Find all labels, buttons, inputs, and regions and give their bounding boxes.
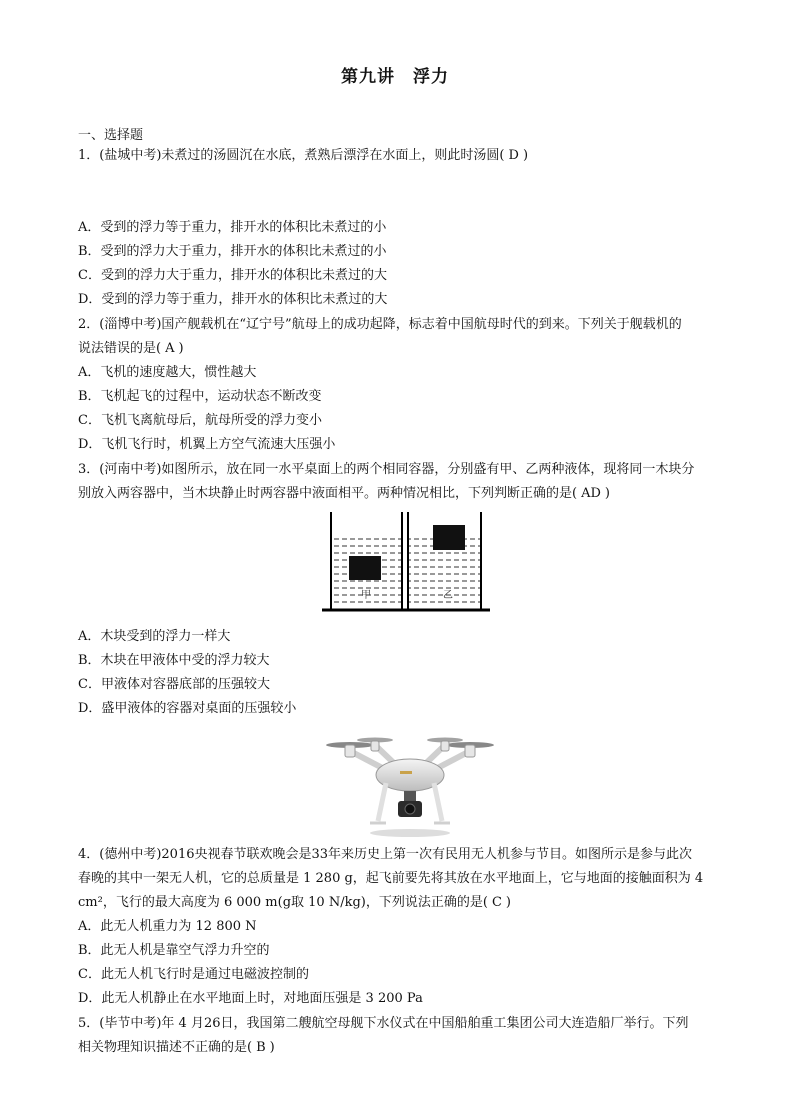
question-5-stem-line-1: 5．(毕节中考)年 4 月26日，我国第二艘航空母舰下水仪式在中国船舶重工集团公司大连造船厂举行。下列 [78, 1016, 689, 1031]
question-1-text: 1．(盐城中考)未煮过的汤圆沉在水底，煮熟后漂浮在水面上，则此时汤圆( [78, 148, 505, 163]
page-title: 第九讲 浮力 [341, 67, 449, 87]
question-4-stem-line-1: 4．(德州中考)2016央视春节联欢晚会是33年来历史上第一次有民用无人机参与节目。如图所示是参与此次 [78, 847, 693, 862]
question-3-option-a: A．木块受到的浮力一样大 [78, 629, 231, 644]
drone-figure [320, 735, 500, 839]
question-2-option-a: A．飞机的速度越大，惯性越大 [78, 365, 257, 380]
question-2-text: 说法错误的是( [78, 341, 162, 356]
question-1-option-a: A．受到的浮力等于重力，排开水的体积比未煮过的小 [78, 220, 387, 235]
question-5-stem-line-2 [78, 1039, 275, 1057]
question-5-close: ) [269, 1040, 275, 1055]
question-1-stem [78, 147, 528, 165]
question-5-text: 相关物理知识描述不正确的是( [78, 1040, 253, 1055]
question-4-option-a: A．此无人机重力为 12 800 N [78, 919, 257, 934]
question-3-option-d: D．盛甲液体的容器对桌面的压强较小 [78, 701, 297, 716]
question-2-option-c: C．飞机飞离航母后，航母所受的浮力变小 [78, 413, 322, 428]
question-3-option-c: C．甲液体对容器底部的压强较大 [78, 677, 270, 692]
question-2-answer: A [165, 341, 175, 356]
question-4-answer: C [491, 895, 502, 910]
label-yi: 乙 [443, 590, 453, 601]
label-jia: 甲 [361, 590, 371, 601]
question-1-option-d: D．受到的浮力等于重力，排开水的体积比未煮过的大 [78, 292, 388, 307]
question-4-option-c: C．此无人机飞行时是通过电磁波控制的 [78, 967, 309, 982]
question-1-close: ) [522, 148, 529, 163]
question-3-text: 别放入两容器中，当木块静止时两容器中液面相平。两种情况相比，下列判断正确的是( [78, 486, 578, 501]
question-3-option-b: B．木块在甲液体中受的浮力较大 [78, 653, 270, 668]
question-2-stem-line-1: 2．(淄博中考)国产舰载机在“辽宁号”航母上的成功起降，标志着中国航母时代的到来。下列关于舰载机的 [78, 317, 682, 332]
question-3-stem-line-1: 3．(河南中考)如图所示，放在同一水平桌面上的两个相同容器，分别盛有甲、乙两种液体，现将同一木块分 [78, 462, 695, 477]
question-1-option-b: B．受到的浮力大于重力，排开水的体积比未煮过的小 [78, 244, 387, 259]
question-1-answer: D [508, 148, 519, 163]
question-3-stem-line-2 [78, 485, 610, 503]
question-5-answer: B [256, 1040, 266, 1055]
question-4-text: cm²，飞行的最大高度为 6 000 m(g取 10 N/kg)，下列说法正确的是( [78, 895, 488, 910]
question-4-option-b: B．此无人机是靠空气浮力升空的 [78, 943, 270, 958]
section-heading: 一、选择题 [78, 128, 144, 143]
wooden-block-yi [433, 525, 465, 550]
question-4-stem-line-3 [78, 894, 511, 912]
question-4-close: ) [505, 895, 511, 910]
wooden-block-jia [349, 556, 381, 580]
question-4-option-d: D．此无人机静止在水平地面上时，对地面压强是 3 200 Pa [78, 991, 423, 1006]
question-2-option-b: B．飞机起飞的过程中，运动状态不断改变 [78, 389, 322, 404]
question-2-stem-line-2 [78, 340, 184, 358]
question-1-option-c: C．受到的浮力大于重力，排开水的体积比未煮过的大 [78, 268, 387, 283]
question-2-option-d: D．飞机飞行时，机翼上方空气流速大压强小 [78, 437, 336, 452]
question-3-close: ) [604, 486, 610, 501]
question-4-stem-line-2: 春晚的其中一架无人机，它的总质量是 1 280 g，起飞前要先将其放在水平地面上，它与地面的接触面积为 4 [78, 871, 704, 886]
question-2-close: ) [178, 341, 184, 356]
containers-figure [318, 508, 492, 618]
question-3-answer: AD [581, 486, 601, 501]
